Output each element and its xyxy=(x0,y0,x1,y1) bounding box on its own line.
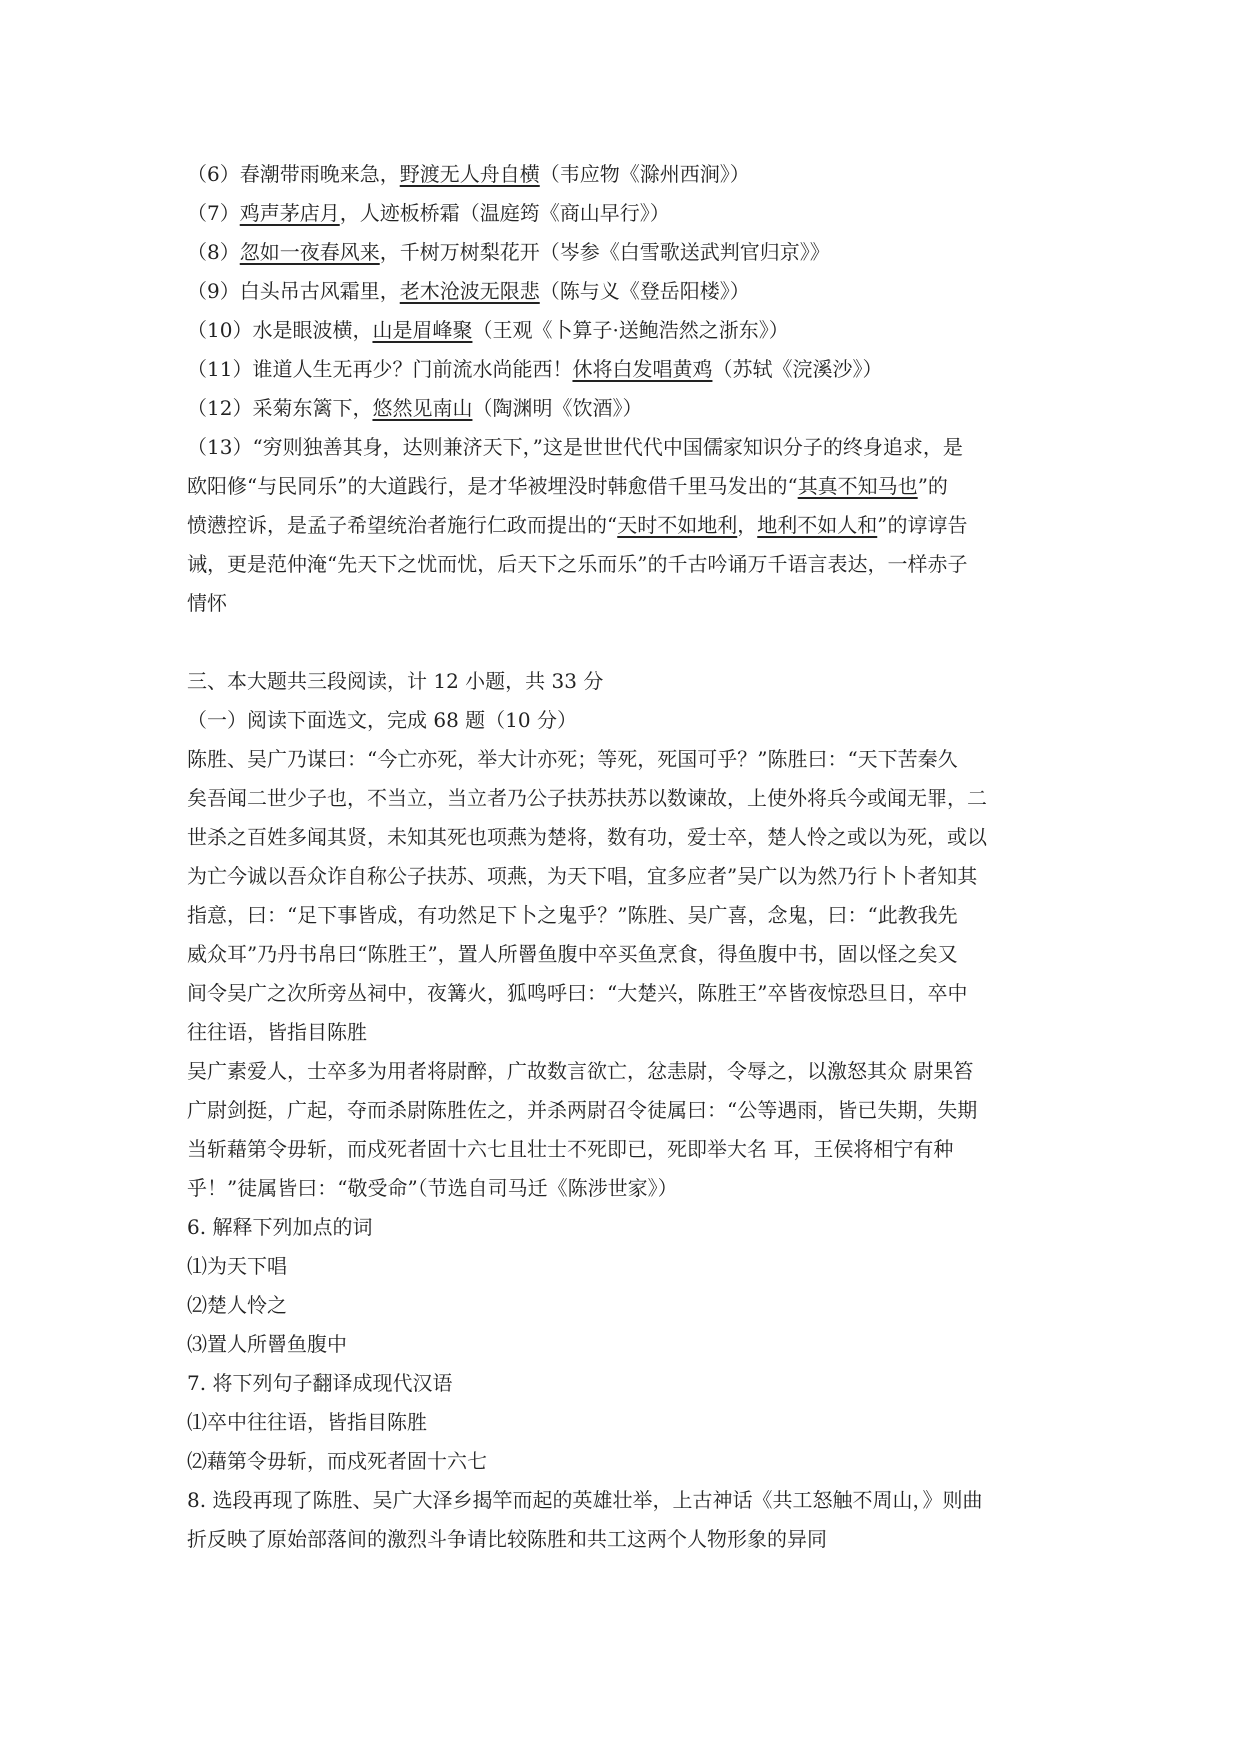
text-line xyxy=(187,740,1057,779)
text-segment: ”的谆谆告 xyxy=(877,513,968,537)
text-segment: ⑴卒中往往语，皆指目陈胜 xyxy=(187,1410,427,1434)
text-segment: （苏轼《浣溪沙》） xyxy=(712,357,883,381)
text-segment: 矣吾闻二世少子也，不当立，当立者乃公子扶苏扶苏以数谏故，上使外将兵今或闻无罪，二 xyxy=(187,786,987,810)
text-line xyxy=(187,1364,1057,1403)
underlined-answer: 其真不知马也 xyxy=(797,474,918,498)
text-segment: 间令吴广之次所旁丛祠中，夜篝火，狐鸣呼曰：“大楚兴，陈胜王”卒皆夜惊恐旦日，卒中 xyxy=(187,981,968,1005)
text-line xyxy=(187,389,1057,428)
text-line xyxy=(187,272,1057,311)
text-line xyxy=(187,1013,1057,1052)
underlined-answer: 休将白发唱黄鸡 xyxy=(572,357,713,381)
text-line xyxy=(187,1442,1057,1481)
text-segment: 广尉剑挺，广起，夺而杀尉陈胜佐之，并杀两尉召令徒属曰：“公等遇雨，皆已失期，失期 xyxy=(187,1098,978,1122)
underlined-answer: 鸡声茅店月 xyxy=(239,201,340,225)
text-segment: ⑴为天下唱 xyxy=(187,1254,287,1278)
text-line xyxy=(187,779,1057,818)
text-line xyxy=(187,350,1057,389)
text-segment: （8） xyxy=(187,240,240,264)
text-line xyxy=(187,584,1057,623)
text-segment: ”的 xyxy=(917,474,948,498)
text-segment: 欧阳修“与民同乐”的大道践行，是才华被埋没时韩愈借千里马发出的“ xyxy=(187,474,798,498)
blank-line xyxy=(187,623,1057,662)
text-line xyxy=(187,662,1057,701)
text-line xyxy=(187,1052,1057,1091)
text-line xyxy=(187,311,1057,350)
text-segment: ，千树万树梨花开（岑参《白雪歌送武判官归京》》 xyxy=(379,240,830,264)
text-line xyxy=(187,701,1057,740)
text-line xyxy=(187,194,1057,233)
text-line xyxy=(187,1208,1057,1247)
text-segment: （10）水是眼波横， xyxy=(187,318,373,342)
text-line xyxy=(187,545,1057,584)
text-segment: 愤懑控诉，是孟子希望统治者施行仁政而提出的“ xyxy=(187,513,618,537)
text-segment: 乎！”徒属皆曰：“敬受命”（节选自司马迁《陈涉世家》） xyxy=(187,1176,678,1200)
text-segment: ，人迹板桥霜（温庭筠《商山早行》） xyxy=(339,201,670,225)
text-segment: （6）春潮带雨晚来急， xyxy=(187,162,400,186)
text-segment: 为亡今诚以吾众诈自称公子扶苏、项燕，为天下唱，宜多应者”吴广以为然乃行卜卜者知其 xyxy=(187,864,978,888)
text-segment: （韦应物《滁州西涧》） xyxy=(539,162,750,186)
text-line xyxy=(187,1247,1057,1286)
text-segment: ⑵藉第令毋斩，而戍死者固十六七 xyxy=(187,1449,487,1473)
text-segment: 威众耳”乃丹书帛曰“陈胜王”，置人所罾鱼腹中卒买鱼烹食，得鱼腹中书，固以怪之矣又 xyxy=(187,942,958,966)
text-line xyxy=(187,155,1057,194)
underlined-answer: 悠然见南山 xyxy=(372,396,473,420)
text-line xyxy=(187,818,1057,857)
underlined-answer: 山是眉峰聚 xyxy=(372,318,473,342)
text-line xyxy=(187,974,1057,1013)
text-line xyxy=(187,1130,1057,1169)
text-segment: 吴广素爱人，士卒多为用者将尉醉，广故数言欲亡，忿恚尉，令辱之，以激怒其众 尉果笞 xyxy=(187,1059,974,1083)
text-segment: （11）谁道人生无再少？门前流水尚能西！ xyxy=(187,357,573,381)
text-line xyxy=(187,1481,1057,1520)
text-line xyxy=(187,1520,1057,1559)
document-page xyxy=(187,155,1057,1559)
text-segment: 折反映了原始部落间的激烈斗争请比较陈胜和共工这两个人物形象的异同 xyxy=(187,1527,827,1551)
text-segment: 8. 选段再现了陈胜、吴广大泽乡揭竿而起的英雄壮举，上古神话《共工怒触不周山，》则曲 xyxy=(187,1488,983,1512)
text-line xyxy=(187,1169,1057,1208)
text-segment: （王观《卜算子·送鲍浩然之浙东》） xyxy=(472,318,789,342)
text-line xyxy=(187,1403,1057,1442)
text-line xyxy=(187,467,1057,506)
text-segment: （9）白头吊古风霜里， xyxy=(187,279,400,303)
text-line xyxy=(187,428,1057,467)
text-line xyxy=(187,1286,1057,1325)
text-segment: （7） xyxy=(187,201,240,225)
text-segment: 6. 解释下列加点的词 xyxy=(187,1215,373,1239)
text-segment: 诫，更是范仲淹“先天下之忧而忧，后天下之乐而乐”的千古吟诵万千语言表达，一样赤子 xyxy=(187,552,968,576)
text-segment: （13）“穷则独善其身，达则兼济天下，”这是世世代代中国儒家知识分子的终身追求，是 xyxy=(187,435,963,459)
text-segment: 陈胜、吴广乃谋曰：“今亡亦死，举大计亦死；等死，死国可乎？”陈胜曰：“天下苦秦久 xyxy=(187,747,958,771)
text-line xyxy=(187,935,1057,974)
text-line xyxy=(187,1325,1057,1364)
text-segment: 世杀之百姓多闻其贤，未知其死也项燕为楚将，数有功，爱士卒，楚人怜之或以为死，或以 xyxy=(187,825,987,849)
text-line xyxy=(187,233,1057,272)
text-segment: 情怀 xyxy=(187,591,227,615)
underlined-answer: 野渡无人舟自横 xyxy=(399,162,540,186)
text-segment: ⑵楚人怜之 xyxy=(187,1293,287,1317)
text-segment: （陶渊明《饮酒》） xyxy=(472,396,643,420)
text-segment: 7. 将下列句子翻译成现代汉语 xyxy=(187,1371,453,1395)
underlined-answer: 地利不如人和 xyxy=(757,513,878,537)
text-segment: 往往语，皆指目陈胜 xyxy=(187,1020,367,1044)
text-segment: （陈与义《登岳阳楼》） xyxy=(539,279,750,303)
text-line xyxy=(187,857,1057,896)
text-line xyxy=(187,1091,1057,1130)
underlined-answer: 老木沧波无限悲 xyxy=(399,279,540,303)
text-line xyxy=(187,896,1057,935)
text-segment: （12）采菊东篱下， xyxy=(187,396,373,420)
text-segment: 三、本大题共三段阅读，计 12 小题，共 33 分 xyxy=(187,669,604,693)
text-segment: （一）阅读下面选文，完成 68 题（10 分） xyxy=(187,708,577,732)
text-segment: ， xyxy=(737,513,758,537)
text-line xyxy=(187,506,1057,545)
text-segment: 当斩藉第令毋斩，而戍死者固十六七且壮士不死即已，死即举大名 耳，王侯将相宁有种 xyxy=(187,1137,954,1161)
underlined-answer: 忽如一夜春风来 xyxy=(239,240,380,264)
underlined-answer: 天时不如地利 xyxy=(617,513,738,537)
text-segment: ⑶置人所罾鱼腹中 xyxy=(187,1332,347,1356)
text-segment: 指意，曰：“足下事皆成，有功然足下卜之鬼乎？”陈胜、吴广喜，念鬼，曰：“此教我先 xyxy=(187,903,958,927)
